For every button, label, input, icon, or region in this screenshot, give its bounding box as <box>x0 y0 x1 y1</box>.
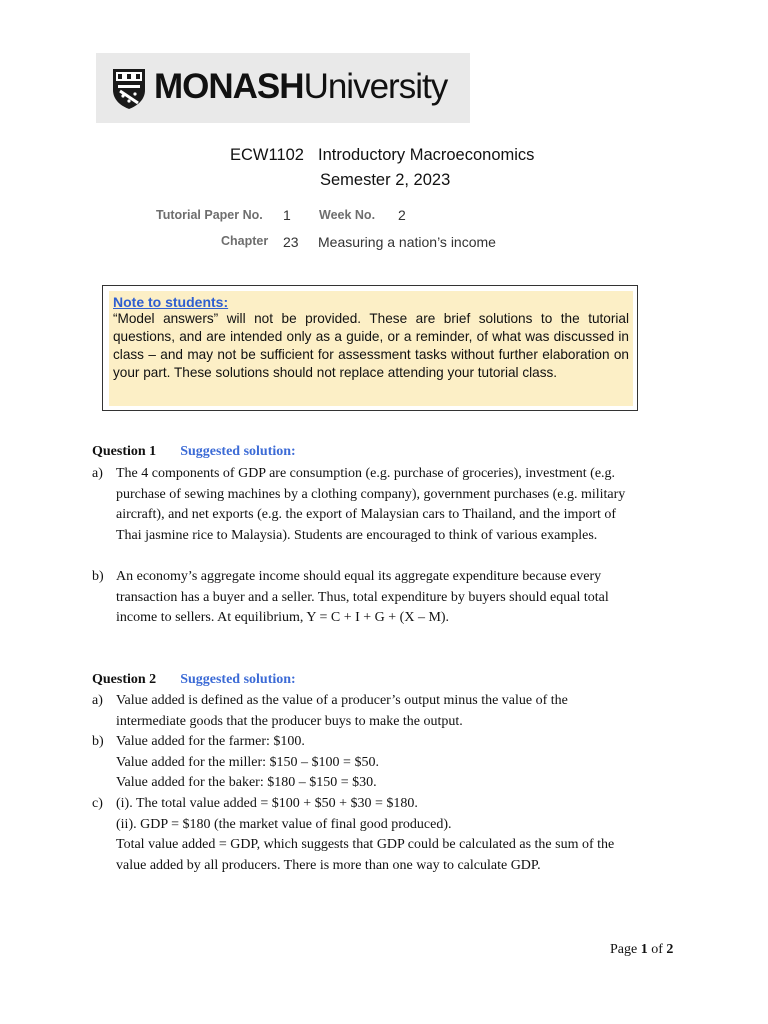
semester: Semester 2, 2023 <box>320 171 451 189</box>
course-header <box>230 146 534 165</box>
q2-c-text: (i). The total value added = $100 + $50 + $30 = $180. (ii). GDP = $180 (the market value of final good produced). Total value added = GDP, which suggests that GDP could be calculated as the sum of the value added by all producers. There is more than one way to calculate GDP. <box>116 796 615 873</box>
week-value: 2 <box>398 207 406 223</box>
chapter-title: Measuring a nation’s income <box>318 234 496 250</box>
note-box <box>102 285 638 411</box>
tutorial-value: 1 <box>283 207 291 223</box>
tutorial-label: Tutorial Paper No. <box>156 208 263 222</box>
q2-c-label: c) <box>92 796 103 811</box>
note-title: Note to students: <box>113 294 229 310</box>
q2-b-text: Value added for the farmer: $100. Value added for the miller: $150 – $100 = $50. Value added for the baker: $180 – $150 = $30. <box>116 734 379 791</box>
q1-suggested-label: Suggested solution: <box>180 444 296 459</box>
university-crest-icon <box>110 66 148 110</box>
q2-a-label: a) <box>92 693 103 708</box>
chapter-value: 23 <box>283 234 299 250</box>
week-label: Week No. <box>319 208 376 222</box>
question-2-heading: Question 2 Suggested solution: <box>92 672 296 687</box>
q2-b-label: b) <box>92 734 104 749</box>
logo-wordmark: MONASHUniversity <box>154 67 448 106</box>
note-body: “Model answers” will not be provided. These are brief solutions to the tutorial questions, and are intended only as a guide, or a reminder, of what was discussed in class – and may not be sufficient for assessment tasks without further elaboration on your part. These solutions should not replace attending your tutorial class. <box>113 311 629 380</box>
question-1-heading: Question 1 Suggested solution: <box>92 444 296 459</box>
q2-a-text: Value added is defined as the value of a producer’s output minus the value of the intermediate goods that the producer buys to make the output. <box>116 693 568 729</box>
chapter-label: Chapter <box>221 234 269 248</box>
q2-suggested-label: Suggested solution: <box>180 672 296 687</box>
q1-b-text: An economy’s aggregate income should equal its aggregate expenditure because every transaction has a buyer and a seller. Thus, total expenditure by buyers should equal total income to sellers. At equilibrium, Y = C + I + G + (X – M). <box>116 569 609 626</box>
q1-a-text: The 4 components of GDP are consumption (e.g. purchase of groceries), investment (e.g. purchase of sewing machines by a clothing company), government purchases (e.g. military aircraft), and net exports (e.g. the export of Malaysian cars to Thailand, and the import of Thai jasmine rice to Malaysia). Students are encouraged to think of various examples. <box>116 466 626 543</box>
course-title: Introductory Macroeconomics <box>317 146 535 164</box>
q1-a-label: a) <box>92 466 103 481</box>
page-number: Page 1 of 2 <box>610 942 674 957</box>
q1-b-label: b) <box>92 569 104 584</box>
monash-logo <box>96 53 470 123</box>
course-code: ECW1102 <box>230 146 304 164</box>
